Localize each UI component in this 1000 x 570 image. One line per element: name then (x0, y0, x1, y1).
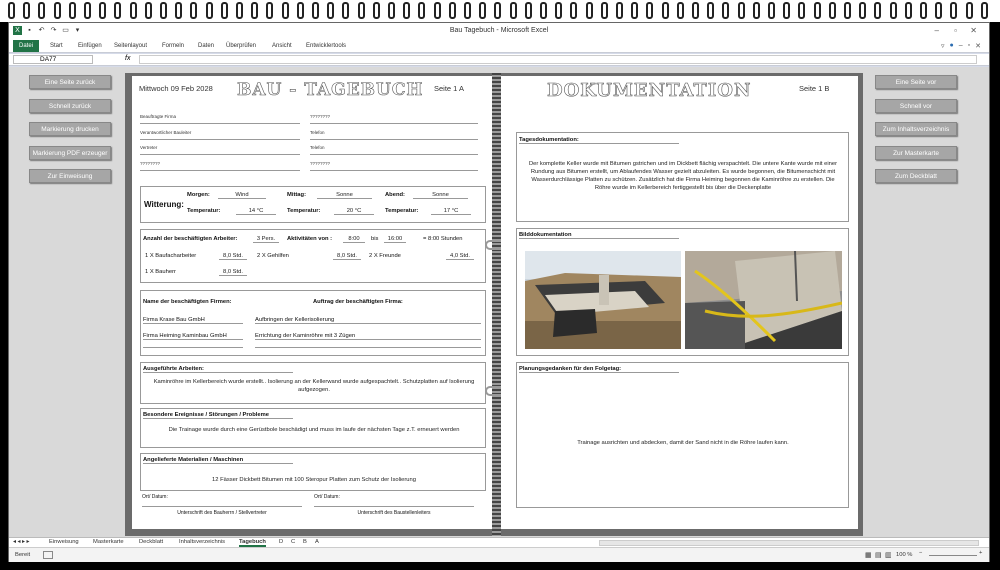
contact-field-left-3[interactable] (140, 170, 300, 171)
firms-header: Name der beschäftigten Firmen: (143, 299, 232, 305)
morning-label: Morgen: (187, 192, 210, 198)
firm-1[interactable]: Firma Krase Bau GmbH (143, 317, 243, 324)
temp-noon[interactable]: 20 °C (334, 208, 374, 215)
tab-scroll-arrows[interactable]: ◂ ◂ ▸ ▸ (13, 539, 30, 545)
diary-date: Mittwoch 09 Feb 2028 (139, 84, 213, 93)
diary-title: BAU - TAGEBUCH (237, 80, 424, 100)
binder-ring (236, 2, 243, 19)
sheet-tab-2[interactable]: Deckblatt (139, 539, 164, 545)
sheet-tab-4[interactable]: Tagebuch (239, 539, 266, 545)
binder-ring (844, 2, 851, 19)
redo-icon[interactable]: ↷ (50, 27, 57, 34)
work-text[interactable]: Kaminröhre im Kellerbereich wurde erstellt.. Isolierung an der Kellerwand wurde aufgespachtelt.. Schutzplatten auf Isolierung aufgezogen. (153, 379, 475, 393)
binder-ring (23, 2, 30, 19)
ribbon-tab-6[interactable]: Überprüfen (226, 43, 257, 49)
daily-documentation-box (516, 132, 849, 222)
binder-ring (722, 2, 729, 19)
binder-ring (464, 2, 471, 19)
ribbon-tab-4[interactable]: Formeln (162, 43, 185, 49)
contact-field-right-2[interactable] (310, 154, 478, 155)
worker-row1-b-hours[interactable]: 8,0 Std. (333, 253, 361, 260)
binder-ring (570, 2, 577, 19)
view-page-layout-icon[interactable]: ▤ (875, 552, 882, 559)
contact-label-right-1: Telefon (310, 129, 325, 135)
binder-ring (631, 2, 638, 19)
binder-ring (783, 2, 790, 19)
binder-ring (510, 2, 517, 19)
binder-ring (586, 2, 593, 19)
binder-ring (494, 2, 501, 19)
left-nav-button-3[interactable]: Markierung PDF erzeuger (29, 146, 111, 160)
temp-evening[interactable]: 17 °C (431, 208, 471, 215)
diary-book (125, 73, 863, 536)
contact-field-right-1[interactable] (310, 139, 478, 140)
worker-row2-a: 1 X Bauherr (145, 269, 176, 275)
left-nav-button-4[interactable]: Zur Einweisung (29, 169, 111, 183)
temp-label-evening: Temperatur: (385, 208, 419, 214)
temp-morning[interactable]: 14 °C (236, 208, 276, 215)
worker-row1-c-hours[interactable]: 4,0 Std. (446, 253, 474, 260)
binder-ring (905, 2, 912, 19)
undo-icon[interactable]: ↶ (38, 27, 45, 34)
binder-ring (692, 2, 699, 19)
right-nav-button-4[interactable]: Zum Deckblatt (875, 169, 957, 183)
binder-ring (130, 2, 137, 19)
formula-input[interactable] (139, 55, 977, 64)
sheet-tab-1[interactable]: Masterkarte (93, 539, 124, 545)
planning-header: Planungsgedanken für den Folgetag: (519, 366, 679, 373)
binder-ring (859, 2, 866, 19)
ribbon-tab-8[interactable]: Entwicklertools (306, 43, 347, 49)
ribbon-tab-3[interactable]: Seitenlayout (114, 43, 148, 49)
window-title: Bau Tagebuch - Microsoft Excel (449, 27, 549, 34)
noon-value[interactable]: Sonne (317, 192, 372, 199)
view-normal-icon[interactable]: ▦ (865, 552, 872, 559)
contact-field-right-0[interactable] (310, 123, 478, 124)
close-button[interactable]: ✕ (970, 26, 977, 35)
binder-ring (798, 2, 805, 19)
contact-field-left-0[interactable] (140, 123, 300, 124)
binder-ring (312, 2, 319, 19)
binder-ring (753, 2, 760, 19)
planning-text[interactable]: Trainage ausrichten und abdecken, damit der Sand nicht in die Röhre laufen kann. (577, 440, 789, 446)
binder-ring (266, 2, 273, 19)
binder-ring (99, 2, 106, 19)
diary-page-right (501, 76, 858, 529)
binder-ring (282, 2, 289, 19)
horizontal-scrollbar[interactable] (599, 540, 979, 546)
activity-hours: = 8:00 Stunden (423, 236, 463, 242)
print-icon[interactable]: ▭ (62, 27, 69, 34)
zoom-level: 100 % (896, 552, 913, 558)
view-page-break-icon[interactable]: ▥ (885, 552, 892, 559)
workbook-restore-icon[interactable]: ▫ (967, 42, 971, 49)
binder-ring (221, 2, 228, 19)
binder-ring (829, 2, 836, 19)
binder-ring (616, 2, 623, 19)
order-1[interactable]: Aufbringen der Kellerisolierung (255, 317, 481, 324)
binder-ring (114, 2, 121, 19)
diary-page-left (132, 76, 492, 529)
contact-field-right-3[interactable] (310, 170, 478, 171)
sheet-tab-5[interactable]: D (279, 539, 284, 545)
save-icon[interactable]: ▪ (28, 27, 31, 34)
right-nav-button-0[interactable]: Eine Seite vor (875, 75, 957, 89)
firms-box (140, 290, 486, 356)
macro-record-icon[interactable] (43, 551, 53, 559)
workers-box (140, 229, 486, 283)
sheet-tab-bar (9, 537, 989, 547)
weather-box (140, 186, 486, 223)
binder-ring (190, 2, 197, 19)
binder-ring (707, 2, 714, 19)
work-box (140, 362, 486, 404)
orders-header: Auftrag der beschäftigten Firma: (313, 299, 403, 305)
ribbon-collapse-icon[interactable]: ▿ (940, 43, 945, 50)
binder-ring (981, 2, 988, 19)
insert-function-icon[interactable]: fx (125, 55, 131, 62)
events-text[interactable]: Die Trainage wurde durch eine Gerüstbole beschädigt und muss im laufe der nächsten Tage z.T. erneuert werden (168, 427, 460, 433)
binder-ring (297, 2, 304, 19)
binder-ring (768, 2, 775, 19)
morning-value[interactable]: Wind (218, 192, 266, 199)
temp-label-morning: Temperatur: (187, 208, 221, 214)
excel-window (8, 22, 990, 562)
binder-ring (8, 2, 15, 19)
activity-bis: bis (371, 236, 379, 242)
ribbon-tabs (9, 40, 989, 53)
construction-photo-2[interactable] (685, 251, 842, 349)
worksheet-area (9, 67, 989, 537)
binder-ring (540, 2, 547, 19)
sheet-tab-8[interactable]: A (315, 539, 319, 545)
right-nav-button-2[interactable]: Zum Inhaltsverzeichnis (875, 122, 957, 136)
binder-ring (373, 2, 380, 19)
contact-label-left-1: Verantwortlicher Bauleiter (140, 129, 192, 135)
binder-ring (38, 2, 45, 19)
binder-ring (662, 2, 669, 19)
minimize-button[interactable]: – (934, 26, 939, 35)
noon-label: Mittag: (287, 192, 306, 198)
binder-ring (874, 2, 881, 19)
binder-ring (327, 2, 334, 19)
binder-ring (449, 2, 456, 19)
sheet-tab-7[interactable]: B (303, 539, 307, 545)
zoom-slider[interactable] (929, 555, 977, 556)
sign-place-date-1: Ort/ Datum: (142, 494, 168, 500)
right-nav-button-3[interactable]: Zur Masterkarte (875, 146, 957, 160)
contact-label-right-3: ???????? (310, 160, 331, 166)
contact-label-right-2: Telefon (310, 145, 325, 150)
binder-ring (145, 2, 152, 19)
worker-row2-a-hours[interactable]: 8,0 Std. (219, 269, 247, 276)
contact-label-left-3: ???????? (140, 160, 161, 166)
sheet-tab-3[interactable]: Inhaltsverzeichnis (179, 539, 226, 545)
sheet-tab-0[interactable]: Einweisung (49, 539, 79, 545)
binder-ring (479, 2, 486, 19)
construction-photo-1[interactable] (525, 251, 681, 349)
status-ready: Bereit (15, 552, 31, 558)
signature-manager-label: Unterschrift des Baustellenleiters (357, 510, 431, 516)
contact-label-left-2: Vertreter (140, 145, 158, 150)
contact-field-left-1[interactable] (140, 139, 300, 140)
materials-box (140, 453, 486, 491)
sign-place-date-2: Ort/ Datum: (314, 494, 340, 500)
contact-label-left-0: Beauftragte Firma (140, 114, 177, 119)
name-box[interactable]: DA77 (13, 55, 93, 64)
customize-icon[interactable]: ▾ (75, 27, 80, 34)
binder-ring (920, 2, 927, 19)
photo-documentation-header: Bilddokumentation (519, 232, 679, 239)
binder-ring (966, 2, 973, 19)
events-header: Besondere Ereignisse / Störungen / Probleme (143, 412, 293, 419)
help-icon[interactable]: ● (949, 42, 954, 49)
evening-label: Abend: (385, 192, 405, 198)
workbook-minimize-icon[interactable]: – (958, 42, 963, 49)
materials-text[interactable]: 12 Fässer Dickbett Bitumen mit 100 Steropur Platten zum Schutz der Isolierung (212, 477, 416, 483)
page-number-left: Seite 1 A (434, 84, 465, 93)
right-nav-button-1[interactable]: Schnell vor (875, 99, 957, 113)
binder-ring (160, 2, 167, 19)
daily-documentation-text[interactable]: Der komplette Keller wurde mit Bitumen gstrichen und im Dickbett flächig verspachtelt. Die untere Kante wurde mit einer Rundung aus Bitumen erstellt, um Ablaufendes Wasser gezielt abzuleiten. Es wurde begonnen, die Bitumenschicht mit Wasserdurchlässige Platten zu schützen. Zusätzlich hat die Firma Heiming begonnen die Kaminröhre zu erstellen. Die Röhre wurde im Kellerbereich fertiggestellt bis über die Deckenplatte (528, 161, 838, 191)
evening-value[interactable]: Sonne (413, 192, 468, 199)
materials-header: Angelieferte Materialien / Maschinen (143, 457, 293, 464)
excel-icon[interactable]: X (13, 26, 22, 35)
binder-ring (525, 2, 532, 19)
binder-ring (738, 2, 745, 19)
order-2[interactable]: Errichtung der Kaminröhre mit 3 Zügen (255, 333, 481, 340)
signature-owner-label: Unterschrift des Bauherrn / Stellvertreter (177, 510, 267, 516)
binder-ring (206, 2, 213, 19)
binder-ring (251, 2, 258, 19)
page-number-right: Seite 1 B (799, 84, 830, 93)
worker-row1-a: 1 X Baufacharbeiter (145, 253, 197, 259)
ribbon-tab-1[interactable]: Start (50, 43, 63, 49)
workbook-close-icon[interactable]: ✕ (975, 43, 981, 50)
left-nav-button-0[interactable]: Eine Seite zurück (29, 75, 111, 89)
zoom-out-button[interactable]: − (919, 550, 923, 556)
title-bar (9, 23, 989, 40)
left-nav-button-1[interactable]: Schnell zurück (29, 99, 111, 113)
binder-ring (555, 2, 562, 19)
restore-button[interactable]: ▫ (954, 26, 957, 35)
binder-ring (342, 2, 349, 19)
binder-ring (601, 2, 608, 19)
spiral-binding (0, 0, 1000, 22)
ribbon-tab-5[interactable]: Daten (198, 43, 215, 49)
events-box (140, 408, 486, 448)
contact-label-right-0: ???????? (310, 114, 331, 119)
ribbon-tab-2[interactable]: Einfügen (78, 43, 102, 49)
activity-from[interactable]: 8:00 (343, 236, 365, 243)
binder-ring (814, 2, 821, 19)
activity-to[interactable]: 16:00 (384, 236, 406, 243)
contact-field-left-2[interactable] (140, 154, 300, 155)
activity-label: Aktivitäten von : (287, 236, 333, 242)
weather-label: Witterung: (144, 200, 184, 209)
documentation-title: DOKUMENTATION (547, 80, 752, 101)
firm-2[interactable]: Firma Heiming Kaminbau GmbH (143, 333, 243, 340)
binder-ring (935, 2, 942, 19)
ribbon-tab-0[interactable]: Datei (13, 40, 39, 52)
binder-ring (84, 2, 91, 19)
daily-documentation-header: Tagesdokumentation: (519, 137, 679, 144)
binder-ring (388, 2, 395, 19)
binder-ring (434, 2, 441, 19)
binder-ring (358, 2, 365, 19)
binder-ring (950, 2, 957, 19)
status-bar (9, 547, 989, 562)
binder-ring (677, 2, 684, 19)
ribbon-tab-7[interactable]: Ansicht (272, 43, 292, 49)
binder-ring (54, 2, 61, 19)
book-spine (492, 73, 501, 536)
worker-row1-a-hours[interactable]: 8,0 Std. (219, 253, 247, 260)
binder-ring (646, 2, 653, 19)
planning-box (516, 362, 849, 508)
binder-ring (890, 2, 897, 19)
worker-row1-c: 2 X Freunde (369, 253, 401, 259)
photo-documentation-box (516, 228, 849, 356)
binder-ring (418, 2, 425, 19)
binder-ring (403, 2, 410, 19)
left-nav-button-2[interactable]: Markierung drucken (29, 122, 111, 136)
binder-ring (69, 2, 76, 19)
temp-label-noon: Temperatur: (287, 208, 321, 214)
binder-ring (175, 2, 182, 19)
work-header: Ausgeführte Arbeiten: (143, 366, 293, 373)
sheet-tab-6[interactable]: C (291, 539, 296, 545)
zoom-in-button[interactable]: + (979, 550, 983, 556)
worker-row1-b: 2 X Gehilfen (257, 253, 289, 259)
workers-label: Anzahl der beschäftigten Arbeiter: (143, 236, 238, 242)
formula-bar (9, 54, 989, 66)
workers-count[interactable]: 3 Pers. (253, 236, 279, 243)
